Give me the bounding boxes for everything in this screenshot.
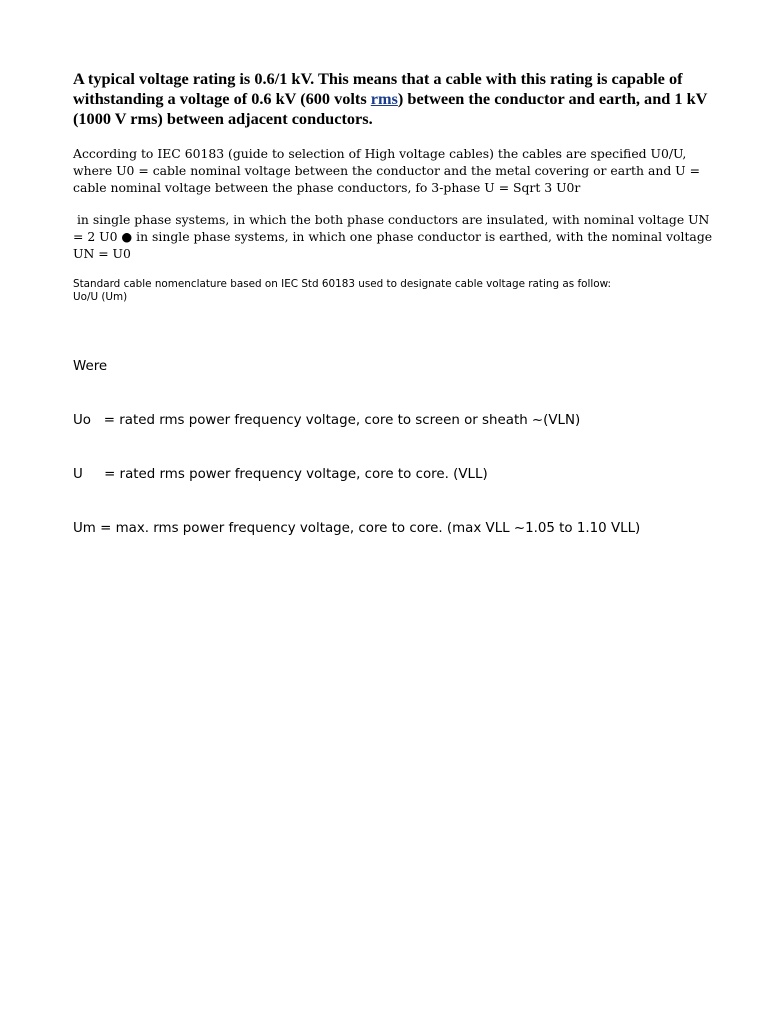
iec-60183-paragraph: According to IEC 60183 (guide to selection of High voltage cables) the cables are specified U0/U, where U0 = cable nominal voltage between the conductor and the metal covering or earth and U = cable nominal voltage between the phase conductors, fo 3-phase U = Sqrt 3 U0r — [73, 146, 700, 195]
nomenclature-format: Uo/U (Um) — [73, 291, 128, 303]
nomenclature-paragraph — [73, 278, 713, 304]
voltage-rating-text-end: ) between the conductor and earth, and 1 kV (1000 V rms) between adjacent conductors. — [73, 89, 708, 128]
definitions-heading: Were — [73, 359, 108, 374]
definition-um: Um = max. rms power frequency voltage, core to core. (max VLL ~1.05 to 1.10 VLL) — [73, 521, 641, 536]
definition-uo: Uo = rated rms power frequency voltage, core to screen or sheath ~(VLN) — [73, 413, 581, 428]
single-phase-paragraph: in single phase systems, in which the both phase conductors are insulated, with nominal voltage UN = 2 U0 ● in single phase systems, in which one phase conductor is earthed, with the nominal voltage UN = U0 — [73, 212, 717, 261]
definitions-block — [73, 322, 713, 574]
voltage-rating-text-start: A typical voltage rating is 0.6/1 kV. This means that a cable with this rating is capable of withstanding a voltage of 0.6 kV (600 volts — [73, 69, 683, 108]
rms-link[interactable]: rms — [370, 89, 398, 108]
voltage-rating-paragraph — [73, 69, 708, 129]
definition-u: U = rated rms power frequency voltage, core to core. (VLL) — [73, 467, 488, 482]
nomenclature-line: Standard cable nomenclature based on IEC Std 60183 used to designate cable voltage rating as follow: — [73, 278, 612, 290]
